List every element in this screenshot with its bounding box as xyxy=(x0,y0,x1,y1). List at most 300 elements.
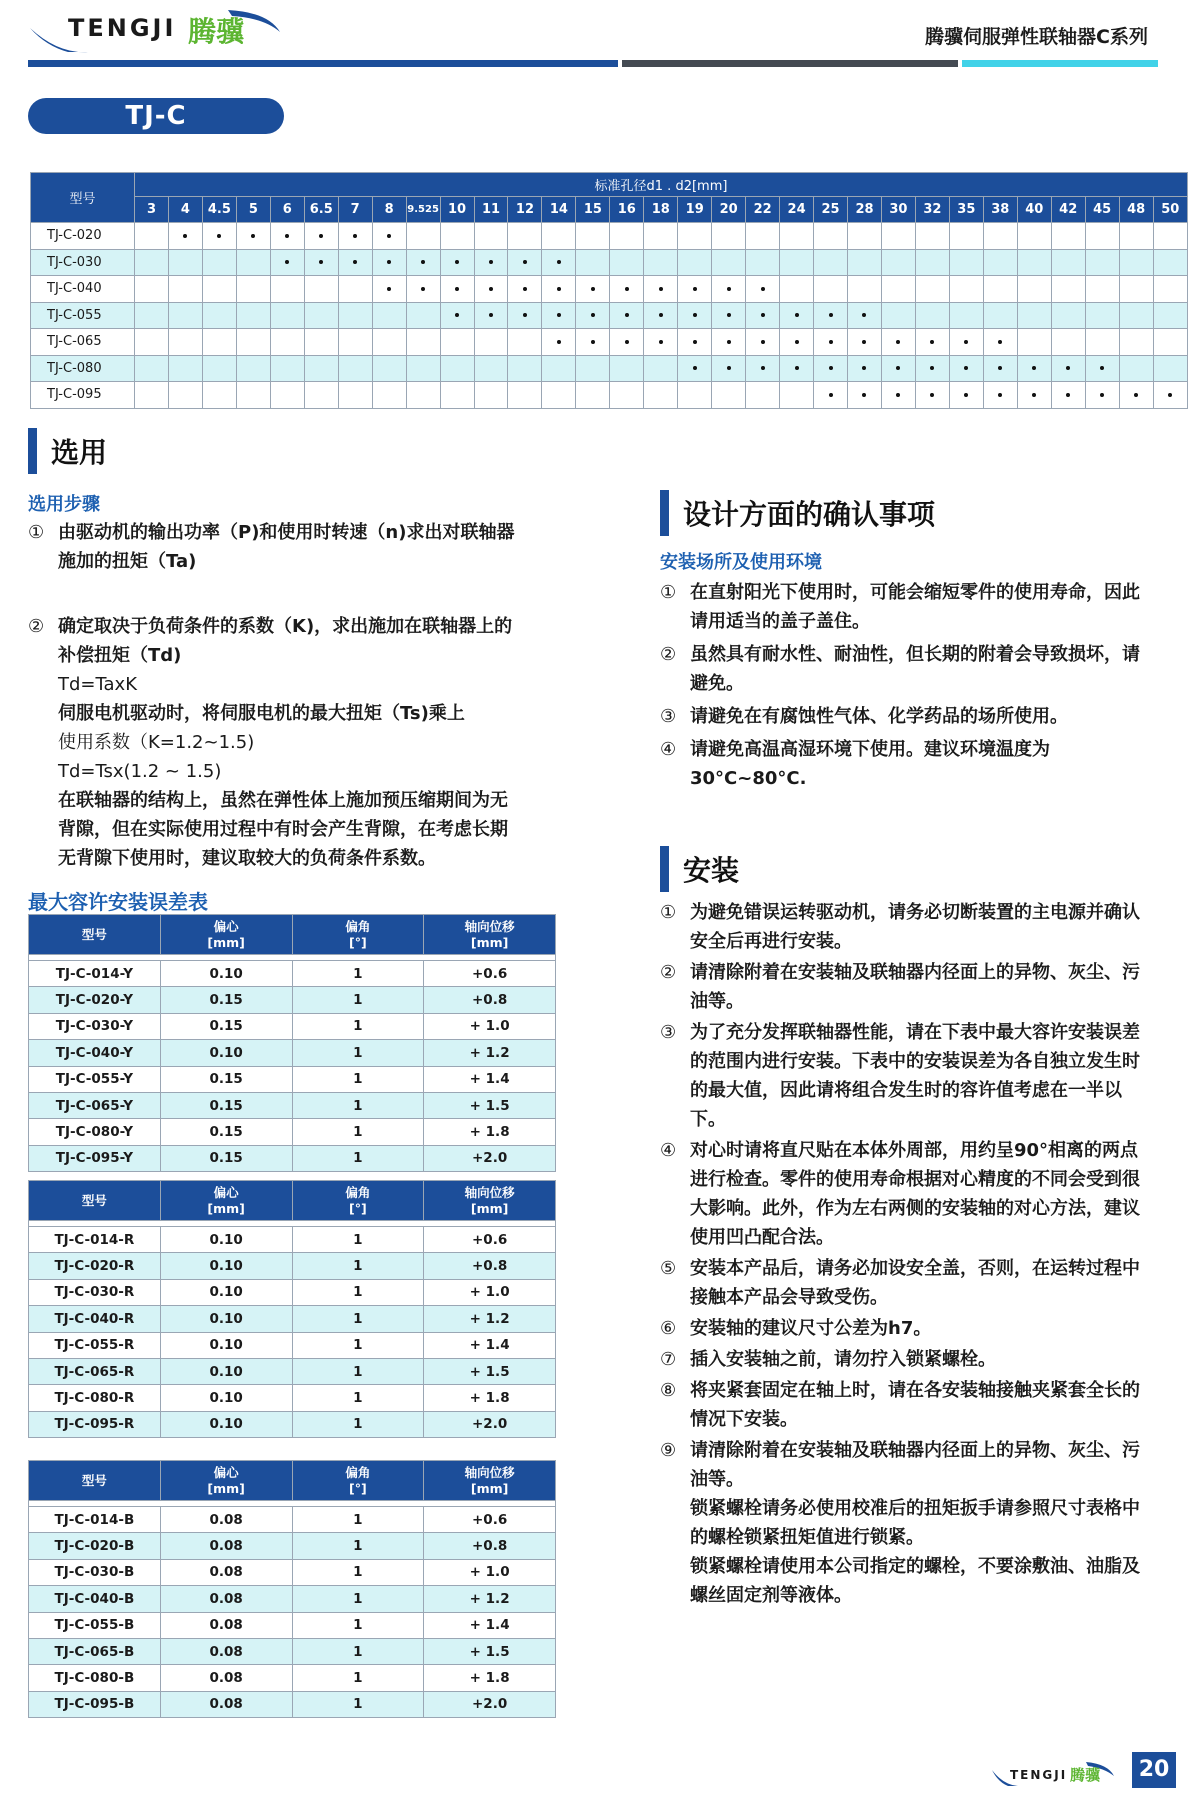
step-number: ① xyxy=(28,522,45,543)
list-item-text: 的范围内进行安装。下表中的安装误差为各自独立发生时 xyxy=(690,1051,1140,1072)
bore-cell xyxy=(814,382,848,409)
bullet-dot-icon xyxy=(727,287,731,291)
bore-cell xyxy=(406,355,440,382)
bore-size-header: 12 xyxy=(508,197,542,223)
bore-cell xyxy=(712,249,746,276)
tolerance-header-label: 轴向位移 xyxy=(464,1184,515,1200)
bullet-dot-icon xyxy=(1032,393,1036,397)
bore-cell xyxy=(881,249,915,276)
bore-cell xyxy=(746,302,780,329)
bore-cell xyxy=(746,249,780,276)
bore-cell xyxy=(508,276,542,303)
table-cell: 0.08 xyxy=(160,1638,292,1664)
step-2-formula-1: Td=TaxK xyxy=(58,674,138,695)
table-cell: 1 xyxy=(292,1092,424,1118)
bore-cell xyxy=(610,276,644,303)
bore-cell xyxy=(983,223,1017,250)
table-cell: 0.08 xyxy=(160,1533,292,1559)
table-cell: 1 xyxy=(292,961,424,987)
table-cell: + 1.8 xyxy=(424,1119,556,1145)
bore-cell xyxy=(644,249,678,276)
tolerance-header-eccentric xyxy=(160,915,292,955)
bore-cell xyxy=(1153,302,1187,329)
list-item-number: ⑥ xyxy=(660,1318,677,1339)
step-1-line-2: 施加的扭矩（Ta) xyxy=(58,551,197,572)
bore-cell xyxy=(746,223,780,250)
list-item-number: ⑧ xyxy=(660,1380,677,1401)
bullet-dot-icon xyxy=(659,287,663,291)
bore-cell xyxy=(372,329,406,356)
list-item xyxy=(660,1018,1190,1134)
bore-cell xyxy=(1085,329,1119,356)
bore-cell xyxy=(949,223,983,250)
bore-cell xyxy=(1153,276,1187,303)
table-cell: 0.08 xyxy=(160,1507,292,1533)
bore-cell xyxy=(508,223,542,250)
bore-cell xyxy=(610,329,644,356)
step-2-line-4: 伺服电机驱动时，将伺服电机的最大扭矩（Ts)乘上 xyxy=(58,703,465,724)
bore-cell xyxy=(202,276,236,303)
bore-cell xyxy=(542,276,576,303)
bore-row xyxy=(31,249,1188,276)
bore-cell xyxy=(848,223,882,250)
bore-cell xyxy=(746,329,780,356)
table-cell: TJ-C-095-B xyxy=(29,1691,161,1717)
bore-cell xyxy=(372,302,406,329)
tolerance-header-axial xyxy=(424,915,556,955)
table-row xyxy=(29,1638,556,1664)
bore-cell xyxy=(746,382,780,409)
step-2-line-1: 确定取决于负荷条件的系数（K)，求出施加在联轴器上的 xyxy=(58,616,513,637)
bore-cell xyxy=(881,223,915,250)
step-2-formula-2: Td=Tsx(1.2 ~ 1.5) xyxy=(58,761,222,782)
bore-cell xyxy=(474,329,508,356)
bore-cell xyxy=(1051,355,1085,382)
list-item-text: 为避免错误运转驱动机，请务必切断装置的主电源并确认 xyxy=(690,902,1140,923)
table-cell: TJ-C-020-B xyxy=(29,1533,161,1559)
table-cell: 1 xyxy=(292,1332,424,1358)
bore-cell xyxy=(780,223,814,250)
list-item xyxy=(660,1314,1190,1343)
bullet-dot-icon xyxy=(693,340,697,344)
list-item xyxy=(660,735,1190,793)
bore-cell xyxy=(780,249,814,276)
bore-cell xyxy=(440,355,474,382)
bullet-dot-icon xyxy=(557,260,561,264)
bore-cell xyxy=(983,276,1017,303)
table-row xyxy=(29,1253,556,1279)
bore-row xyxy=(31,276,1188,303)
bullet-dot-icon xyxy=(489,287,493,291)
table-cell: + 1.2 xyxy=(424,1306,556,1332)
bore-row-model: TJ-C-020 xyxy=(31,223,135,250)
tolerance-header-eccentric xyxy=(160,1181,292,1221)
bore-cell xyxy=(644,355,678,382)
bore-size-header: 10 xyxy=(440,197,474,223)
table-row xyxy=(29,1533,556,1559)
table-row xyxy=(29,1092,556,1118)
bore-size-header: 4.5 xyxy=(202,197,236,223)
footer-brand-cn: 腾骥 xyxy=(1070,1766,1101,1784)
list-item-text: 请避免高温高湿环境下使用。建议环境温度为 xyxy=(690,739,1050,760)
bore-cell xyxy=(236,276,270,303)
bore-size-header: 6 xyxy=(270,197,304,223)
bore-cell xyxy=(780,329,814,356)
bore-cell xyxy=(168,382,202,409)
table-cell: + 1.4 xyxy=(424,1066,556,1092)
list-item-number: ⑦ xyxy=(660,1349,677,1370)
bore-cell xyxy=(168,302,202,329)
tolerance-table xyxy=(28,914,556,1172)
list-item-text: 安全后再进行安装。 xyxy=(690,931,852,952)
bullet-dot-icon xyxy=(387,287,391,291)
bullet-dot-icon xyxy=(659,313,663,317)
tolerance-header-angle xyxy=(292,1181,424,1221)
list-item-text: 虽然具有耐水性、耐油性，但长期的附着会导致损坏，请 xyxy=(690,644,1140,665)
bore-cell xyxy=(949,249,983,276)
bullet-dot-icon xyxy=(862,313,866,317)
bullet-dot-icon xyxy=(591,287,595,291)
bullet-dot-icon xyxy=(319,260,323,264)
table-cell: 0.08 xyxy=(160,1612,292,1638)
bore-cell xyxy=(780,382,814,409)
bore-cell xyxy=(440,329,474,356)
table-cell: 0.10 xyxy=(160,1411,292,1437)
bullet-dot-icon xyxy=(1100,366,1104,370)
bore-cell xyxy=(780,355,814,382)
list-item-number: ② xyxy=(660,962,677,983)
bore-size-header: 11 xyxy=(474,197,508,223)
step-2-line-5: 使用系数（K=1.2~1.5) xyxy=(58,732,255,753)
bore-cell xyxy=(202,249,236,276)
bore-cell xyxy=(983,302,1017,329)
table-cell: +2.0 xyxy=(424,1691,556,1717)
bore-cell xyxy=(610,223,644,250)
bore-cell xyxy=(338,355,372,382)
bullet-dot-icon xyxy=(964,340,968,344)
table-cell: 1 xyxy=(292,1691,424,1717)
table-cell: 1 xyxy=(292,1013,424,1039)
bore-cell xyxy=(576,329,610,356)
bullet-dot-icon xyxy=(625,313,629,317)
bore-cell xyxy=(949,329,983,356)
bore-size-header: 50 xyxy=(1153,197,1187,223)
install-items xyxy=(660,898,1190,1612)
bullet-dot-icon xyxy=(557,313,561,317)
bore-cell xyxy=(1119,249,1153,276)
bullet-dot-icon xyxy=(557,340,561,344)
bore-cell xyxy=(135,223,169,250)
bore-cell xyxy=(983,329,1017,356)
bore-cell xyxy=(1051,302,1085,329)
list-item-text: 使用凹凸配合法。 xyxy=(690,1227,834,1248)
bore-cell xyxy=(1017,276,1051,303)
list-item-text: 请用适当的盖子盖住。 xyxy=(690,611,870,632)
table-cell: 0.10 xyxy=(160,1253,292,1279)
list-item-text: 油等。 xyxy=(690,991,744,1012)
table-cell: 1 xyxy=(292,1145,424,1171)
bore-cell xyxy=(983,355,1017,382)
bore-cell xyxy=(915,382,949,409)
bore-cell xyxy=(1153,329,1187,356)
bullet-dot-icon xyxy=(795,313,799,317)
list-item-text: 大影响。此外，作为左右两侧的安装轴的对心方法，建议 xyxy=(690,1198,1140,1219)
list-item-text: 安装轴的建议尺寸公差为h7。 xyxy=(690,1318,932,1339)
table-cell: + 1.5 xyxy=(424,1638,556,1664)
header-bar-blue xyxy=(28,60,618,67)
bore-cell xyxy=(881,355,915,382)
bullet-dot-icon xyxy=(489,313,493,317)
bore-size-header: 14 xyxy=(542,197,576,223)
table-row xyxy=(29,1665,556,1691)
table-row xyxy=(29,1279,556,1305)
list-item-text: 30°C~80°C. xyxy=(690,768,807,789)
bore-cell xyxy=(1017,249,1051,276)
tolerance-header-label: 偏角 xyxy=(345,918,371,934)
bullet-dot-icon xyxy=(896,366,900,370)
bore-cell xyxy=(678,249,712,276)
table-row xyxy=(29,1306,556,1332)
selection-step-2 xyxy=(28,612,568,873)
bullet-dot-icon xyxy=(829,366,833,370)
table-row xyxy=(29,1612,556,1638)
bore-cell xyxy=(236,223,270,250)
bore-cell xyxy=(814,329,848,356)
bore-size-header: 32 xyxy=(915,197,949,223)
bore-cell xyxy=(881,382,915,409)
step-2-line-9: 无背隙下使用时，建议取较大的负荷条件系数。 xyxy=(58,848,436,869)
tolerance-header-label: 轴向位移 xyxy=(464,1464,515,1480)
bore-size-table xyxy=(30,172,1188,409)
step-2-line-7: 在联轴器的结构上，虽然在弹性体上施加预压缩期间为无 xyxy=(58,790,508,811)
bore-row-model: TJ-C-080 xyxy=(31,355,135,382)
bore-cell xyxy=(712,382,746,409)
bore-cell xyxy=(848,276,882,303)
bullet-dot-icon xyxy=(217,234,221,238)
bore-cell xyxy=(1085,382,1119,409)
bore-cell xyxy=(406,329,440,356)
bore-cell xyxy=(135,249,169,276)
bore-size-header: 7 xyxy=(338,197,372,223)
bore-cell xyxy=(1051,329,1085,356)
bullet-dot-icon xyxy=(1100,393,1104,397)
bore-cell xyxy=(542,329,576,356)
bore-cell xyxy=(542,249,576,276)
footer-brand-en: TENGJI xyxy=(1010,1768,1068,1782)
step-2-line-2: 补偿扭矩（Td) xyxy=(58,645,182,666)
bore-cell xyxy=(814,223,848,250)
bullet-dot-icon xyxy=(387,234,391,238)
table-row xyxy=(29,1227,556,1253)
tolerance-header-unit: [mm] xyxy=(207,1200,245,1216)
selection-step-1 xyxy=(28,518,568,576)
table-cell: 0.10 xyxy=(160,1227,292,1253)
table-cell: 0.08 xyxy=(160,1691,292,1717)
page-number: 20 xyxy=(1132,1752,1176,1788)
bore-cell xyxy=(406,249,440,276)
bullet-dot-icon xyxy=(930,366,934,370)
bore-cell xyxy=(848,302,882,329)
table-cell: 1 xyxy=(292,1306,424,1332)
bullet-dot-icon xyxy=(964,366,968,370)
tolerance-header-unit: [°] xyxy=(349,1200,367,1216)
table-cell: TJ-C-065-B xyxy=(29,1638,161,1664)
table-cell: 1 xyxy=(292,1533,424,1559)
bullet-dot-icon xyxy=(930,340,934,344)
bore-cell xyxy=(1017,302,1051,329)
bore-cell xyxy=(610,382,644,409)
list-item-text: 插入安装轴之前，请勿拧入锁紧螺栓。 xyxy=(690,1349,996,1370)
bore-cell xyxy=(1153,223,1187,250)
bore-size-header: 48 xyxy=(1119,197,1153,223)
bore-cell xyxy=(1085,355,1119,382)
list-item-text: 安装本产品后，请务必加设安全盖，否则，在运转过程中 xyxy=(690,1258,1140,1279)
bore-cell xyxy=(1119,276,1153,303)
bore-cell xyxy=(304,355,338,382)
bore-cell xyxy=(135,276,169,303)
bullet-dot-icon xyxy=(455,287,459,291)
install-title: 安装 xyxy=(683,854,740,887)
bore-cell xyxy=(848,329,882,356)
table-row xyxy=(29,1385,556,1411)
series-title: 腾骥伺服弹性联轴器C系列 xyxy=(925,26,1148,48)
bore-size-header: 24 xyxy=(780,197,814,223)
tolerance-header-unit: [°] xyxy=(349,934,367,950)
table-cell: + 1.2 xyxy=(424,1040,556,1066)
bullet-dot-icon xyxy=(693,313,697,317)
bullet-dot-icon xyxy=(523,260,527,264)
table-cell: TJ-C-020-R xyxy=(29,1253,161,1279)
bullet-dot-icon xyxy=(998,340,1002,344)
list-item-number: ⑤ xyxy=(660,1258,677,1279)
table-row xyxy=(29,1119,556,1145)
bore-cell xyxy=(406,276,440,303)
list-item-number: ③ xyxy=(660,706,677,727)
bullet-dot-icon xyxy=(998,393,1002,397)
bullet-dot-icon xyxy=(727,366,731,370)
bore-cell xyxy=(270,329,304,356)
install-heading xyxy=(660,846,739,892)
bore-cell xyxy=(440,302,474,329)
bore-cell xyxy=(304,329,338,356)
tolerance-header-model xyxy=(29,915,161,955)
bore-cell xyxy=(542,302,576,329)
bullet-dot-icon xyxy=(795,366,799,370)
bore-cell xyxy=(338,382,372,409)
bore-cell xyxy=(949,355,983,382)
bore-cell xyxy=(915,329,949,356)
bore-size-header: 6.5 xyxy=(304,197,338,223)
bullet-dot-icon xyxy=(421,287,425,291)
table-cell: + 1.5 xyxy=(424,1092,556,1118)
list-item-text: 油等。 xyxy=(690,1469,744,1490)
list-item-text: 接触本产品会导致受伤。 xyxy=(690,1287,888,1308)
table-cell: +0.8 xyxy=(424,1253,556,1279)
table-cell: + 1.0 xyxy=(424,1559,556,1585)
table-cell: 1 xyxy=(292,1507,424,1533)
bore-row xyxy=(31,329,1188,356)
bullet-dot-icon xyxy=(761,313,765,317)
design-items xyxy=(660,578,1190,797)
bore-cell xyxy=(610,355,644,382)
bore-cell xyxy=(915,355,949,382)
heading-marker xyxy=(660,846,669,892)
bore-cell xyxy=(304,249,338,276)
table-cell: TJ-C-014-Y xyxy=(29,961,161,987)
bullet-dot-icon xyxy=(591,313,595,317)
heading-marker xyxy=(660,490,669,536)
bore-size-table-wrap xyxy=(30,172,1188,409)
tolerance-header-model xyxy=(29,1461,161,1501)
table-row xyxy=(29,1332,556,1358)
selection-title: 选用 xyxy=(51,436,108,469)
bore-cell xyxy=(338,302,372,329)
table-cell: TJ-C-030-B xyxy=(29,1559,161,1585)
bore-row xyxy=(31,223,1188,250)
list-item-text: 为了充分发挥联轴器性能，请在下表中最大容许安装误差 xyxy=(690,1022,1140,1043)
bullet-dot-icon xyxy=(625,287,629,291)
table-cell: 1 xyxy=(292,1411,424,1437)
table-row xyxy=(29,1559,556,1585)
bore-cell xyxy=(848,249,882,276)
bore-cell xyxy=(202,329,236,356)
table-cell: 0.08 xyxy=(160,1665,292,1691)
table-cell: TJ-C-040-B xyxy=(29,1586,161,1612)
bullet-dot-icon xyxy=(523,287,527,291)
bore-row-model: TJ-C-095 xyxy=(31,382,135,409)
bore-cell xyxy=(1153,249,1187,276)
bore-cell xyxy=(168,329,202,356)
bore-cell xyxy=(1085,276,1119,303)
bullet-dot-icon xyxy=(829,340,833,344)
bore-cell xyxy=(1051,382,1085,409)
table-cell: TJ-C-095-R xyxy=(29,1411,161,1437)
bore-cell xyxy=(915,276,949,303)
tolerance-title: 最大容许安装误差表 xyxy=(28,890,208,914)
bore-row-model: TJ-C-055 xyxy=(31,302,135,329)
bullet-dot-icon xyxy=(761,287,765,291)
table-cell: 0.10 xyxy=(160,1385,292,1411)
bore-cell xyxy=(814,355,848,382)
bore-cell xyxy=(168,223,202,250)
bore-cell xyxy=(644,302,678,329)
table-row xyxy=(29,1145,556,1171)
list-item xyxy=(660,1136,1190,1252)
bore-size-header: 3 xyxy=(135,197,169,223)
bullet-dot-icon xyxy=(591,340,595,344)
bore-cell xyxy=(644,276,678,303)
bore-cell xyxy=(338,329,372,356)
bore-cell xyxy=(304,382,338,409)
bullet-dot-icon xyxy=(285,234,289,238)
bore-cell xyxy=(1017,223,1051,250)
list-item-text: 对心时请将直尺贴在本体外周部，用约呈90°相离的两点 xyxy=(690,1140,1139,1161)
list-item-text: 锁紧螺栓请务必使用校准后的扭矩扳手请参照尺寸表格中 xyxy=(690,1498,1140,1519)
bullet-dot-icon xyxy=(251,234,255,238)
table-cell: TJ-C-065-Y xyxy=(29,1092,161,1118)
bullet-dot-icon xyxy=(387,260,391,264)
bullet-dot-icon xyxy=(998,366,1002,370)
table-cell: TJ-C-055-B xyxy=(29,1612,161,1638)
bore-size-header: 42 xyxy=(1051,197,1085,223)
table-row xyxy=(29,1040,556,1066)
bore-cell xyxy=(1051,249,1085,276)
table-row xyxy=(29,1013,556,1039)
bullet-dot-icon xyxy=(625,340,629,344)
bore-cell xyxy=(542,355,576,382)
bore-cell xyxy=(508,249,542,276)
list-item-number: ③ xyxy=(660,1022,677,1043)
